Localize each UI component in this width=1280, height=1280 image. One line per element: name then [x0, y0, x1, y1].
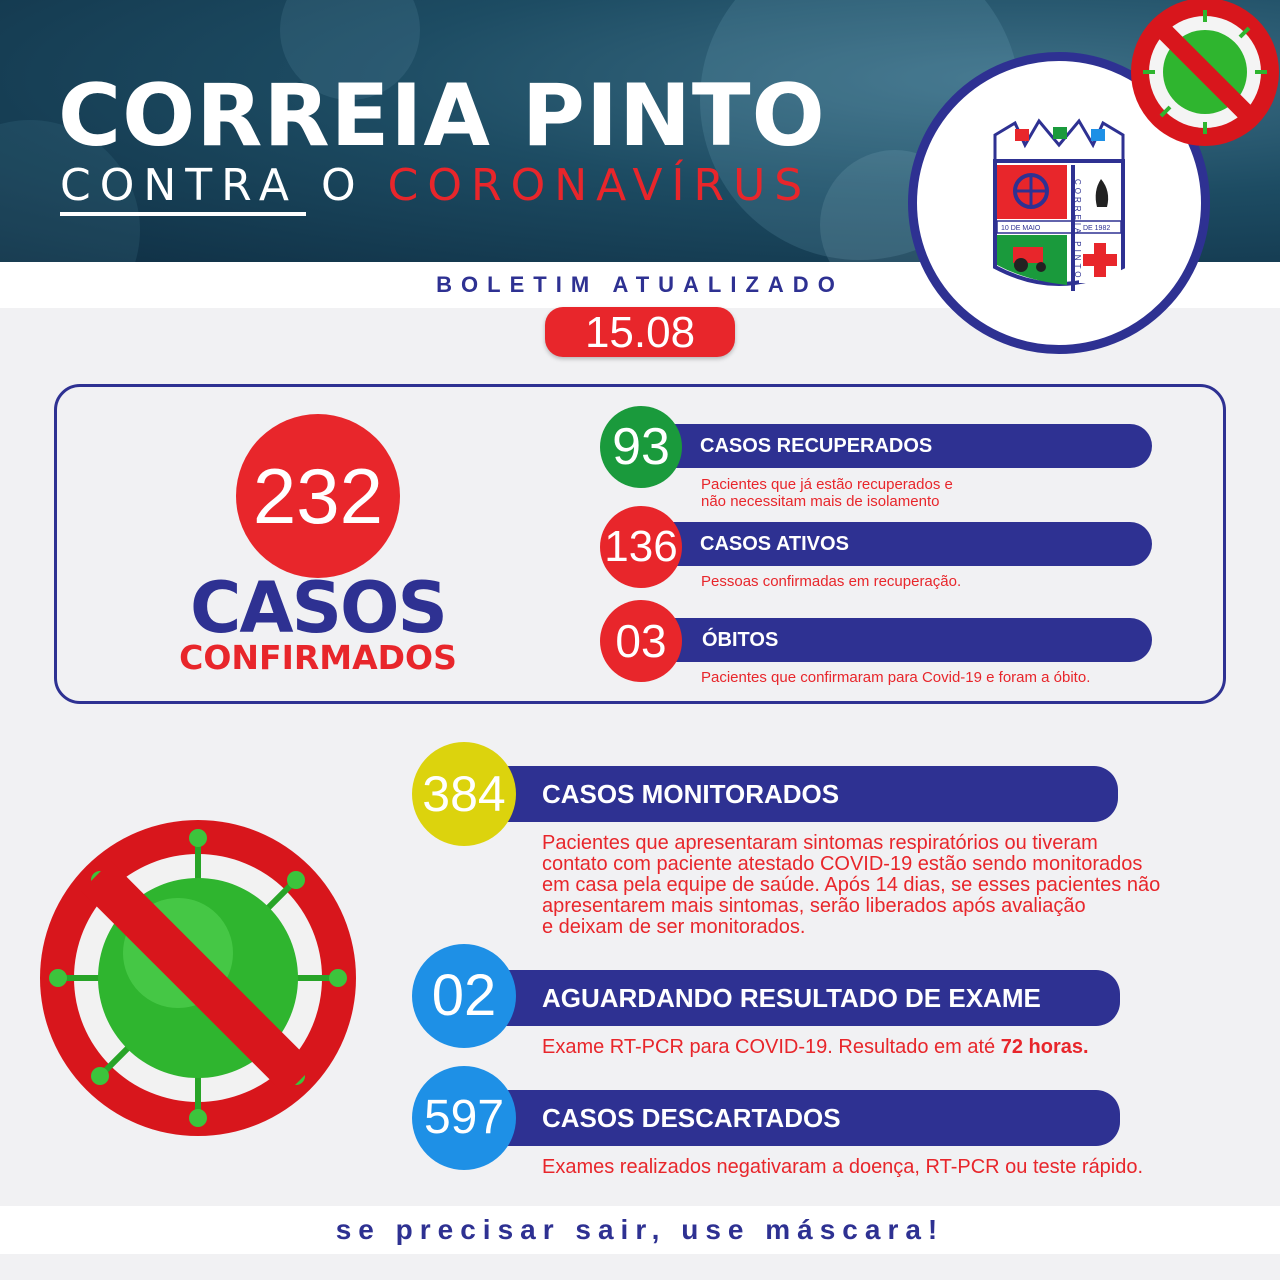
recovered-desc-2: não necessitam mais de isolamento: [701, 493, 940, 510]
subtitle-underline: [60, 212, 306, 216]
deaths-count: 03: [600, 600, 682, 682]
bulletin-label: BOLETIM ATUALIZADO: [436, 272, 844, 297]
confirmed-sublabel: CONFIRMADOS: [179, 638, 457, 677]
active-desc: Pessoas confirmadas em recuperação.: [701, 573, 962, 590]
awaiting-desc-text: Exame RT-PCR para COVID-19. Resultado em até: [542, 1036, 996, 1058]
awaiting-desc-bold: 72 horas.: [1000, 1036, 1089, 1058]
awaiting-bar: AGUARDANDO RESULTADO DE EXAME: [468, 970, 1120, 1026]
bulletin-date: 15.08: [545, 307, 735, 357]
monitored-desc-2: contato com paciente atestado COVID-19 estão sendo monitorados: [542, 853, 1143, 875]
awaiting-desc: [542, 1036, 1089, 1058]
confirmed-label: CASOS: [190, 567, 446, 649]
confirmed-count: 232: [236, 414, 400, 578]
active-bar: CASOS ATIVOS: [652, 522, 1152, 566]
discarded-count: 597: [412, 1066, 516, 1170]
monitored-desc-4: apresentarem mais sintomas, serão liberados após avaliação: [542, 895, 1086, 917]
discarded-bar: CASOS DESCARTADOS: [468, 1090, 1120, 1146]
emblem-vertical-text: CORREIA PINTO: [1073, 179, 1082, 281]
no-virus-corner-icon: [1125, 0, 1280, 152]
monitored-desc-5: e deixam de ser monitorados.: [542, 916, 806, 938]
monitored-desc-1: Pacientes que apresentaram sintomas respiratórios ou tiveram: [542, 832, 1098, 854]
no-virus-icon: [38, 818, 358, 1138]
flag-icon: [1015, 129, 1029, 141]
awaiting-count: 02: [412, 944, 516, 1048]
footer-slogan: se precisar sair, use máscara!: [335, 1214, 945, 1245]
discarded-desc: Exames realizados negativaram a doença, RT-PCR ou teste rápido.: [542, 1156, 1144, 1178]
active-count: 136: [600, 506, 682, 588]
page-title: CORREIA PINTO: [58, 66, 826, 166]
monitored-bar: CASOS MONITORADOS: [468, 766, 1118, 822]
recovered-bar: CASOS RECUPERADOS: [652, 424, 1152, 468]
subtitle-part1: CONTRA O: [60, 160, 365, 211]
monitored-count: 384: [412, 742, 516, 846]
monitored-desc-3: em casa pela equipe de saúde. Após 14 dias, se esses pacientes não: [542, 874, 1161, 896]
deaths-desc: Pacientes que confirmaram para Covid-19 e foram a óbito.: [701, 669, 1091, 686]
recovered-desc-1: Pacientes que já estão recuperados e: [701, 476, 953, 493]
recovered-count: 93: [600, 406, 682, 488]
page-subtitle: [60, 160, 811, 212]
emblem-left-date: 10 DE MAIO: [1001, 225, 1041, 232]
deaths-bar: ÓBITOS: [652, 618, 1152, 662]
subtitle-part2: CORONAVÍRUS: [387, 160, 812, 211]
emblem-right-date: DE 1982: [1083, 225, 1111, 232]
